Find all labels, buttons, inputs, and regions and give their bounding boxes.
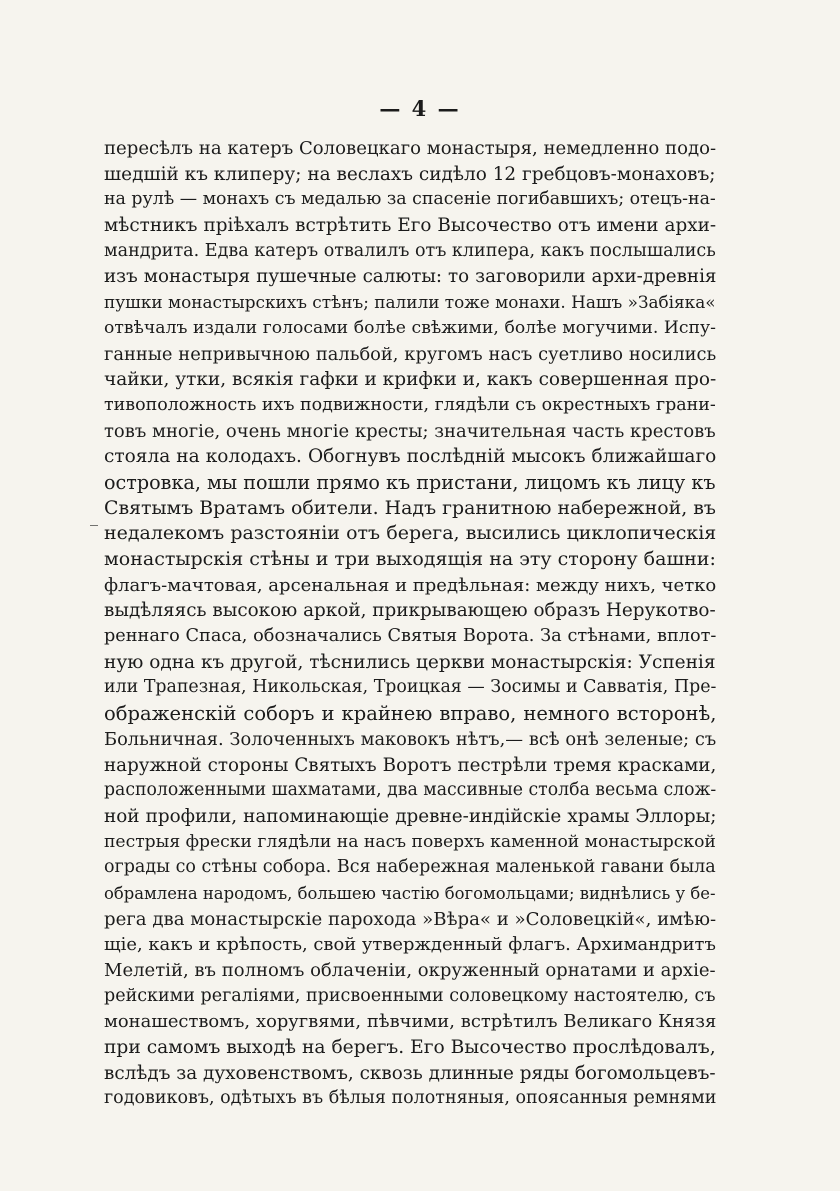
text-line: на рулѣ — монахъ съ медалью за спасеніе погибавшихъ; отецъ-на- [104,189,716,210]
text-line: обрамлена народомъ, большею частію богомольцами; виднѣлись у бе- [104,883,716,903]
page-number: — 4 — [379,96,461,121]
text-line: ограды со стѣны собора. Вся набережная маленькой гавани была [104,857,716,878]
text-line: реннаго Спаса, обозначались Святыя Ворота. За стѣнами, вплот- [104,626,717,647]
text-line: тивоположность ихъ подвижности, глядѣли съ окрестныхъ грани- [104,394,716,415]
text-line: ной профили, напоминающіе древне-индійскіе храмы Эллоры; [104,805,717,827]
text-line: вслѣдъ за духовенствомъ, сквозь длинные ряды богомольцевъ- [104,1062,716,1084]
text-line: мандрита. Едва катеръ отвалилъ отъ клипера, какъ послышались [104,240,716,261]
text-line: монашествомъ, хоругвями, пѣвчими, встрѣтилъ Великаго Князя [104,1011,717,1033]
text-line: шедшій къ клиперу; на веслахъ сидѣло 12 гребцовъ-монаховъ; [104,163,716,185]
body-text [104,136,716,1112]
text-line: ображенскій соборъ и крайнею вправо, немного всторонѣ, [104,702,717,726]
text-line: островка, мы пошли прямо къ пристани, лицомъ къ лицу къ [104,470,716,494]
text-line: Святымъ Вратамъ обители. Надъ гранитною набережной, въ [104,496,716,519]
text-line: ную одна къ другой, тѣснились церкви монастырскія: Успенія [104,651,716,673]
text-line: флагъ-мачтовая, арсенальная и предѣльная: между нихъ, четко [104,574,717,596]
text-line: выдѣляясь высокою аркой, прикрывающею образъ Нерукотво- [104,600,716,622]
text-line: мѣстникъ пріѣхалъ встрѣтить Его Высочество отъ имени архи- [104,215,717,237]
text-line: Мелетій, въ полномъ облаченіи, окруженный орнатами и архіе- [104,960,716,981]
margin-mark: _ [90,507,98,526]
text-line: расположенными шахматами, два массивные столба весьма слож- [104,780,717,801]
text-line: наружной стороны Святыхъ Воротъ пестрѣли тремя красками, [104,754,717,776]
text-line: пушки монастырскихъ стѣнъ; палили тоже монахи. Нашъ »Забіяка« [104,292,716,313]
text-line: недалекомъ разстояніи отъ берега, высились циклопическія [104,522,717,545]
text-line: товъ многіе, очень многіе кресты; значительная часть крестовъ [104,420,716,442]
text-line: монастырскія стѣны и три выходящія на эту сторону башни: [104,548,716,570]
text-line: Больничная. Золоченныхъ маковокъ нѣтъ,— всѣ онѣ зеленые; съ [104,728,717,750]
text-line: рега два монастырскіе парохода »Вѣра« и »Соловецкій«, имѣю- [104,908,717,930]
text-line: или Трапезная, Никольская, Троицкая — Зосимы и Савватія, Пре- [104,677,717,698]
text-line: пересѣлъ на катеръ Соловецкаго монастыря, немедленно подо- [104,138,717,159]
text-line: отвѣчалъ издали голосами болѣе свѣжими, болѣе могучими. Испу- [104,317,716,338]
text-line: при самомъ выходѣ на берегъ. Его Высочество прослѣдовалъ, [104,1037,716,1059]
text-line: щіе, какъ и крѣпость, свой утвержденный флагъ. Архимандритъ [104,934,716,956]
text-line: пестрыя фрески глядѣли на насъ поверхъ каменной монастырской [104,831,716,852]
text-line: ганные непривычною пальбой, кругомъ насъ суетливо носились [104,343,717,365]
text-line: чайки, утки, всякія гафки и крифки и, какъ совершенная про- [104,369,717,391]
text-line: изъ монастыря пушечные салюты: то заговорили архи-древнія [104,266,717,288]
text-line: годовиковъ, одѣтыхъ въ бѣлыя полотняныя, опоясанныя ремнями [104,1088,717,1109]
text-line: стояла на колодахъ. Обогнувъ послѣдній мысокъ ближайшаго [104,446,717,468]
text-line: рейскими регаліями, присвоенными соловецкому настоятелю, съ [104,985,716,1006]
